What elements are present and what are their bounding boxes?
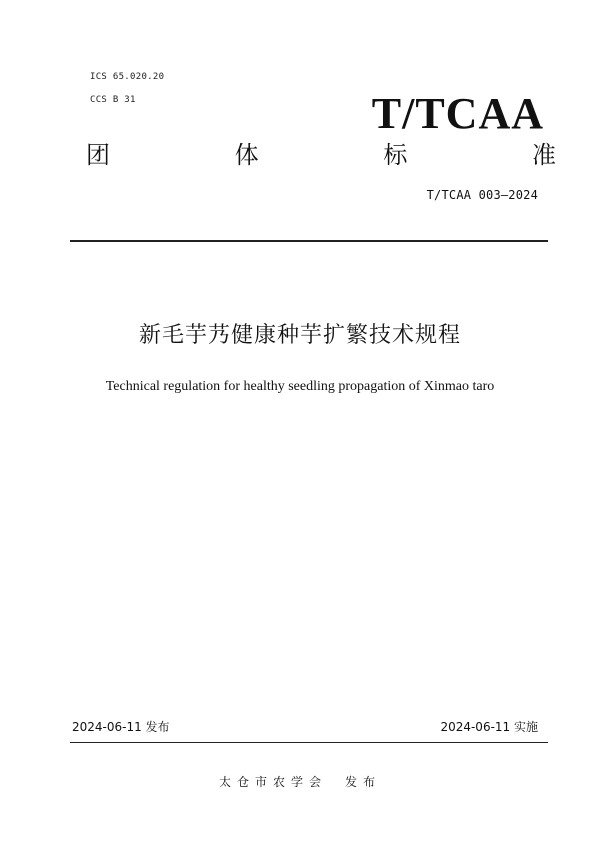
publisher-line — [0, 773, 600, 790]
standard-type-char: 标 — [383, 141, 408, 169]
standard-org-code: T/TCAA — [371, 89, 544, 138]
ccs-code: CCS B 31 — [90, 95, 136, 105]
standard-type-heading — [86, 143, 556, 167]
standard-type-char: 体 — [234, 141, 259, 169]
publisher-org: 太仓市农学会 — [218, 775, 327, 789]
publisher-action: 发布 — [345, 775, 382, 789]
document-title-en: Technical regulation for healthy seedling propagation of Xinmao taro — [105, 379, 495, 394]
standard-type-char: 团 — [86, 141, 110, 169]
footer-divider — [70, 742, 548, 743]
ics-code: ICS 65.020.20 — [90, 72, 165, 82]
standard-number: T/TCAA 003—2024 — [426, 188, 538, 202]
standard-type-char: 准 — [531, 141, 556, 169]
header-divider — [70, 240, 548, 242]
document-title-zh: 新毛芋艿健康种芋扩繁技术规程 — [138, 323, 461, 348]
implementation-date: 2024-06-11 实施 — [440, 720, 538, 734]
issue-date: 2024-06-11 发布 — [72, 720, 170, 734]
